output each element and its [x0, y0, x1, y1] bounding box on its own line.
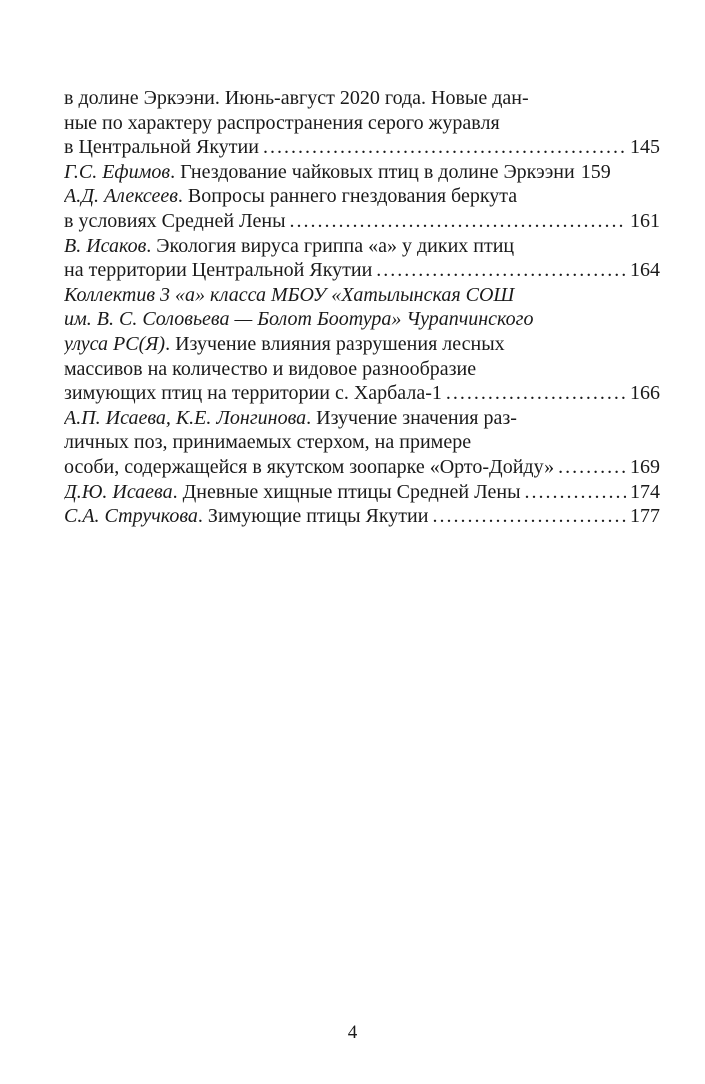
toc-line	[64, 209, 660, 234]
entry-author: улуса РС(Я)	[64, 332, 166, 355]
entry-author: В. Исаков	[64, 234, 147, 257]
toc-entry	[64, 283, 660, 406]
toc-line	[64, 357, 660, 382]
entry-title: массивов на количество и видовое разнообразие	[64, 357, 477, 380]
dot-leader	[290, 209, 626, 234]
toc-entry	[64, 406, 660, 480]
page-ref: 169	[630, 455, 660, 478]
page-number: 4	[347, 1022, 358, 1043]
toc-line	[64, 135, 660, 160]
entry-title: в Центральной Якутии	[64, 136, 259, 159]
toc-line	[64, 160, 660, 185]
entry-line	[64, 504, 428, 529]
entry-title: в условиях Средней Лены	[64, 209, 286, 232]
entry-author: Коллектив 3 «а» класса МБОУ «Хатылынская СОШ	[64, 283, 515, 306]
entry-title: личных поз, принимаемых стерхом, на примере	[64, 431, 472, 454]
entry-line	[64, 234, 514, 259]
entry-author: С.А. Стручкова	[64, 505, 198, 528]
toc-line	[64, 480, 660, 505]
dot-leader	[446, 381, 626, 406]
toc-line	[64, 430, 660, 455]
toc-line	[64, 381, 660, 406]
entry-author: А.П. Исаева, К.Е. Лонгинова	[64, 406, 307, 429]
entry-title: . Зимующие птицы Якутии	[197, 505, 429, 528]
toc-entry	[64, 86, 660, 160]
entry-title: . Гнездование чайковых птиц в долине Эркээни	[170, 160, 575, 183]
toc-entry	[64, 504, 660, 529]
dot-leader	[432, 504, 626, 529]
dot-leader	[525, 480, 626, 505]
entry-title: на территории Центральной Якутии	[64, 259, 373, 282]
entry-title: особи, содержащейся в якутском зоопарке «Орто-Дойду»	[64, 455, 555, 478]
toc-line	[64, 455, 660, 480]
dot-leader	[376, 258, 626, 283]
entry-author: Д.Ю. Исаева	[64, 480, 173, 503]
toc-entry	[64, 184, 660, 233]
toc-line	[64, 332, 660, 357]
toc-line	[64, 258, 660, 283]
toc-entry	[64, 234, 660, 283]
entry-line	[64, 283, 514, 308]
toc-line	[64, 504, 660, 529]
toc-line	[64, 184, 660, 209]
entry-line	[64, 480, 521, 505]
entry-title: . Изучение значения раз-	[306, 406, 517, 429]
page-ref: 174	[630, 480, 660, 503]
toc-entry	[64, 480, 660, 505]
page-ref: 145	[630, 136, 660, 159]
entry-author: им. В. С. Соловьева — Болот Боотура» Чурапчинского	[64, 308, 534, 331]
entry-title: в долине Эркээни. Июнь-август 2020 года. Новые дан-	[64, 87, 529, 109]
page-ref: 177	[630, 505, 660, 528]
page-ref: 164	[630, 259, 660, 282]
entry-title: . Изучение влияния разрушения лесных	[165, 332, 505, 355]
entry-line	[64, 406, 517, 431]
dot-leader	[558, 455, 626, 480]
entry-line	[64, 184, 517, 209]
entry-line	[64, 160, 575, 185]
entry-title: . Дневные хищные птицы Средней Лены	[172, 480, 521, 503]
toc-line	[64, 234, 660, 259]
toc-line	[64, 406, 660, 431]
toc-line	[64, 307, 660, 332]
page-ref: 166	[630, 382, 660, 405]
entry-line	[64, 332, 505, 357]
dot-leader	[263, 135, 626, 160]
toc-line	[64, 86, 660, 111]
toc-line	[64, 111, 660, 136]
page-ref: 161	[630, 209, 660, 232]
entry-title: . Экология вируса гриппа «а» у диких птиц	[146, 234, 515, 257]
toc-entry	[64, 160, 660, 185]
entry-title: ные по характеру распространения серого журавля	[64, 111, 500, 134]
page-ref: 159	[580, 160, 611, 183]
entry-title: зимующих птиц на территории с. Харбала-1	[64, 382, 442, 405]
entry-author: Г.С. Ефимов	[64, 160, 171, 183]
entry-title: . Вопросы раннего гнездования беркута	[177, 185, 518, 208]
entry-author: А.Д. Алексеев	[64, 185, 178, 208]
table-of-contents	[64, 86, 660, 529]
toc-line	[64, 283, 660, 308]
entry-line	[64, 307, 533, 332]
